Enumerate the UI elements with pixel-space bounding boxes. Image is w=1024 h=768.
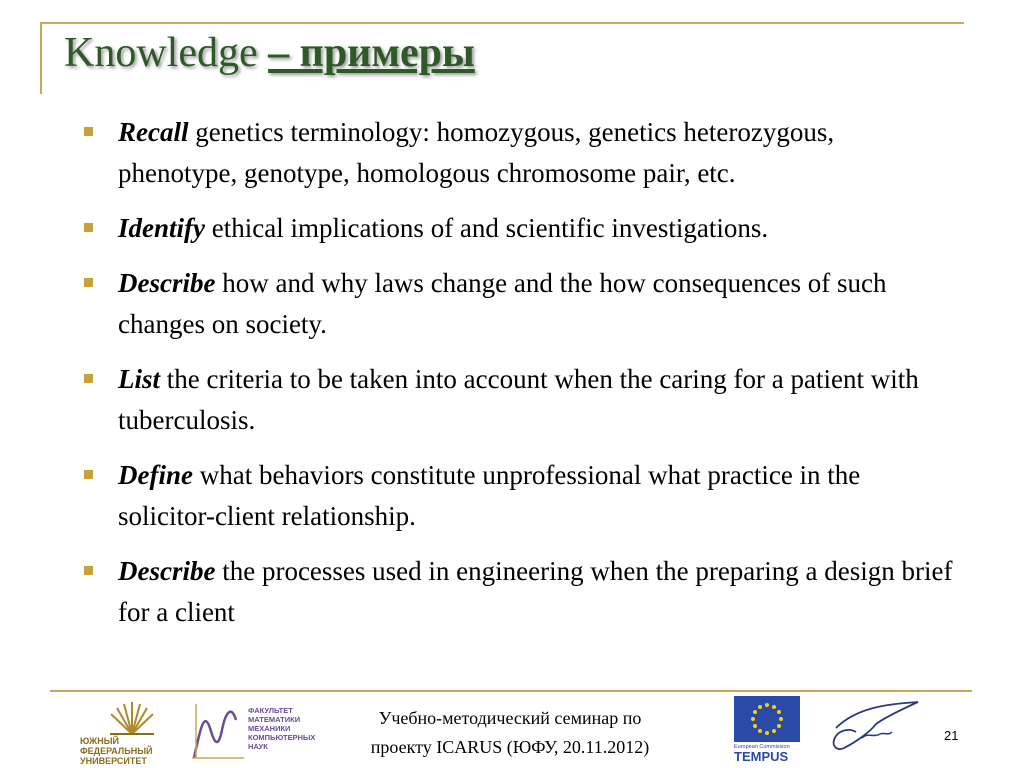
bullet-text: what behaviors constitute unprofessional what practice in the solicitor-client relationship. <box>118 460 861 531</box>
list-item <box>80 263 960 345</box>
bullet-text: the criteria to be taken into account when the caring for a patient with tuberculosis. <box>118 364 919 435</box>
page-number: 21 <box>944 728 959 743</box>
university-name-line1: ЮЖНЫЙ <box>80 736 119 746</box>
bullet-text: ethical implications of and scientific investigations. <box>205 213 769 243</box>
slide-title <box>64 30 475 76</box>
university-name-line3: УНИВЕРСИТЕТ <box>80 756 147 766</box>
university-logo <box>80 696 190 764</box>
footer-line1: Учебно-методический семинар по <box>378 708 642 728</box>
icarus-signature-icon <box>826 698 926 760</box>
faculty-name-line5: НАУК <box>248 742 268 751</box>
faculty-curve-icon <box>190 700 246 760</box>
bullet-square-icon <box>84 374 93 383</box>
tempus-logo <box>734 696 800 764</box>
action-verb: Recall <box>118 117 189 147</box>
action-verb: Describe <box>118 556 216 586</box>
tempus-name: TEMPUS <box>734 749 789 764</box>
bullet-square-icon <box>84 223 93 232</box>
action-verb: Define <box>118 460 193 490</box>
list-item <box>80 359 960 441</box>
faculty-name-line3: МЕХАНИКИ <box>248 724 291 733</box>
bullet-text: how and why laws change and the how consequences of such changes on society. <box>118 268 887 339</box>
university-name-line2: ФЕДЕРАЛЬНЫЙ <box>80 746 153 756</box>
footer-line2: проекту ICARUS (ЮФУ, 20.11.2012) <box>370 737 650 757</box>
title-accent: – примеры <box>268 30 475 76</box>
left-frame-line <box>40 22 42 94</box>
bullet-list <box>80 112 960 647</box>
icarus-logo <box>826 698 926 760</box>
bullet-square-icon <box>84 470 93 479</box>
bullet-text: the processes used in engineering when the preparing a design brief for a client <box>118 556 953 627</box>
bullet-square-icon <box>84 278 93 287</box>
faculty-logo <box>190 700 330 762</box>
eu-stars-icon <box>734 696 800 742</box>
top-frame-line <box>40 22 964 24</box>
action-verb: Identify <box>118 213 205 243</box>
faculty-name-line2: МАТЕМАТИКИ <box>248 715 301 724</box>
bottom-frame-line <box>50 690 972 692</box>
university-emblem-icon <box>102 696 162 736</box>
faculty-name-line4: КОМПЬЮТЕРНЫХ <box>248 733 316 742</box>
action-verb: Describe <box>118 268 216 298</box>
eu-flag-icon <box>734 696 800 742</box>
bullet-square-icon <box>84 127 93 136</box>
action-verb: List <box>118 364 161 394</box>
list-item <box>80 208 960 249</box>
list-item <box>80 455 960 537</box>
bullet-text: genetics terminology: homozygous, genetics heterozygous, phenotype, genotype, homologous chromosome pair, etc. <box>118 117 835 188</box>
footer-caption <box>330 704 690 762</box>
faculty-name-line1: ФАКУЛЬТЕТ <box>248 706 293 715</box>
bullet-square-icon <box>84 566 93 575</box>
tempus-caption: European Commission <box>734 744 790 750</box>
title-main: Knowledge <box>64 30 269 76</box>
list-item <box>80 112 960 194</box>
list-item <box>80 551 960 633</box>
